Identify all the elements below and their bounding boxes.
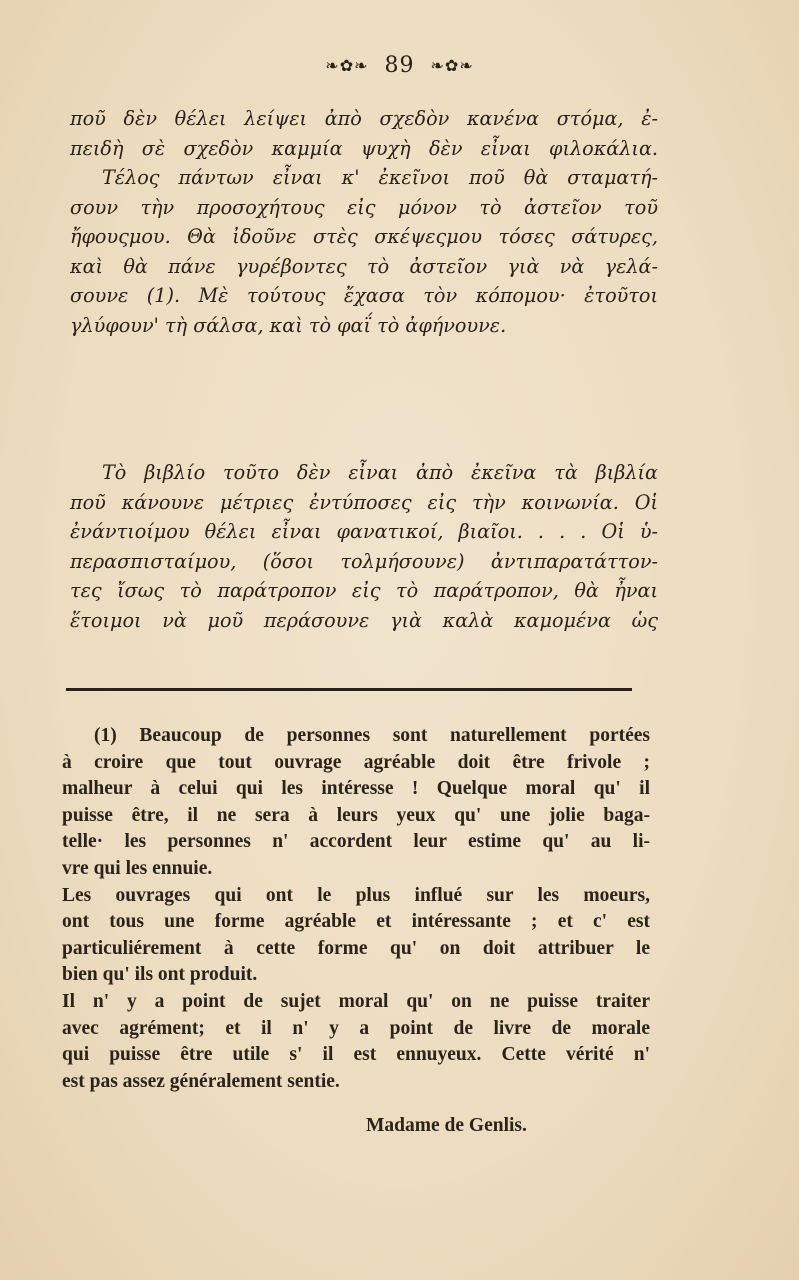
text-line: σουνε (1). Μὲ τούτους ἔχασα τὸν κόπομου· ἐτοῦτοι: [70, 284, 658, 307]
footnote-line: Il n' y a point de sujet moral qu' on ne puisse traiter: [62, 990, 650, 1012]
text-line: ἕτοιμοι νὰ μοῦ περάσουνε γιὰ καλὰ καμομένα ὡς: [70, 608, 658, 632]
footnote-line: est pas assez généralement sentie.: [62, 1070, 340, 1092]
text-line: ἤφουςμου. Θὰ ἰδοῦνε στὲς σκέψεςμου τόσες σάτυρες,: [70, 225, 658, 248]
ornament-right-icon: ❧✿❧: [430, 55, 474, 75]
ornament-left-icon: ❧✿❧: [325, 55, 369, 75]
text-line: περασπισταίμου, (ὅσοι τολμήσουνε) ἀντιπαρατάττον-: [70, 549, 658, 573]
footnote-line: malheur à celui qui les intéresse ! Quelque moral qu' il: [62, 778, 650, 800]
text-line: πειδὴ σὲ σχεδὸν καμμία ψυχὴ δὲν εἶναι φιλοκάλια.: [70, 136, 658, 160]
text-line: καὶ θὰ πάνε γυρέβοντες τὸ ἀστεῖον γιὰ νὰ γελά-: [70, 254, 658, 278]
footnote-line: vre qui les ennuie.: [62, 857, 213, 879]
text-line: σουν τὴν προσοχήτους εἰς μόνον τὸ ἀστεῖον τοῦ: [70, 195, 658, 219]
greek-paragraph-2: [70, 458, 658, 635]
footnote-line: à croire que tout ouvrage agréable doit être frivole ;: [62, 751, 650, 773]
text-line: Τὸ βιβλίο τοῦτο δὲν εἶναι ἀπὸ ἐκεῖνα τὰ βιβλία: [102, 461, 658, 484]
footnote: [62, 723, 650, 1095]
text-line: ποῦ κάνουνε μέτριες ἐντύποσες εἰς τὴν κοινωνία. Οἱ: [70, 490, 658, 514]
text-line: ποῦ δὲν θέλει λείψει ἀπὸ σχεδὸν κανένα στόμα, ἐ-: [70, 107, 658, 130]
footnote-divider: [66, 688, 632, 691]
text-line: τες ἴσως τὸ παράτροπον εἰς τὸ παράτροπον, θὰ ἦναι: [70, 579, 658, 602]
text-line: γλύφουν' τὴ σάλσα, καὶ τὸ φαΐ τὸ ἀφήνουνε.: [70, 313, 507, 337]
page-header: [0, 52, 799, 78]
footnote-line: particuliérement à cette forme qu' on doit attribuer le: [62, 937, 650, 959]
footnote-line: Les ouvrages qui ont le plus influé sur les moeurs,: [62, 884, 650, 906]
text-line: ἐνάντιοίμου θέλει εἶναι φανατικοί, βιαῖοι. . . . Οἱ ὑ-: [70, 520, 658, 543]
text-line: Τέλος πάντων εἶναι κ' ἐκεῖνοι ποῦ θὰ σταματή-: [102, 166, 658, 189]
footnote-line: (1) Beaucoup de personnes sont naturellement portées: [94, 725, 650, 746]
footnote-line: avec agrément; et il n' y a point de livre de morale: [62, 1017, 650, 1039]
footnote-line: ont tous une forme agréable et intéressante ; et c' est: [62, 911, 650, 933]
page-number: 89: [384, 52, 415, 78]
footnote-line: puisse être, il ne sera à leurs yeux qu' une jolie baga-: [62, 804, 650, 826]
footnote-line: bien qu' ils ont produit.: [62, 964, 258, 986]
footnote-signature: Madame de Genlis.: [366, 1115, 527, 1136]
greek-paragraph-1: [70, 104, 658, 340]
footnote-line: telle· les personnes n' accordent leur estime qu' au li-: [62, 831, 650, 853]
footnote-line: qui puisse être utile s' il est ennuyeux. Cette vérité n': [62, 1044, 650, 1066]
